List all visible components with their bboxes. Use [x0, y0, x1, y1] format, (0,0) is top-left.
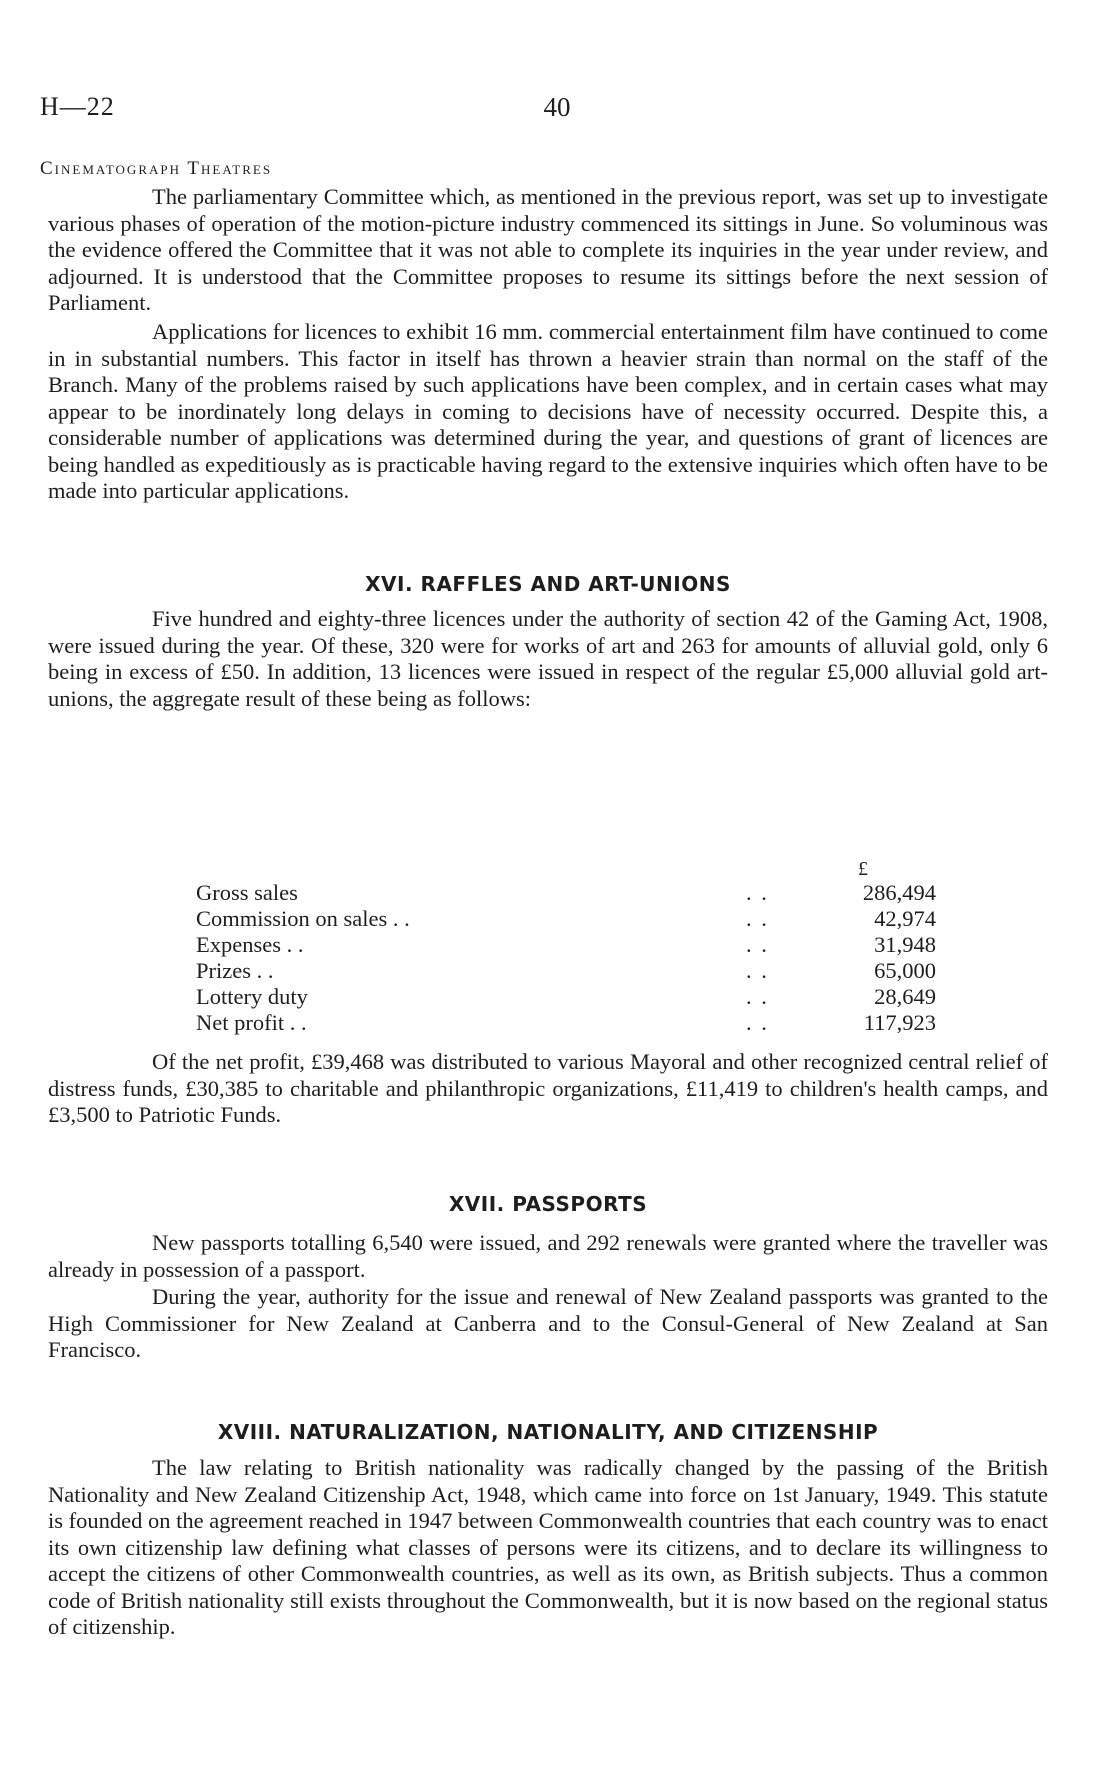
row-value: 28,649 [874, 984, 936, 1009]
leader-dots: . . [746, 1010, 769, 1035]
section-heading-naturalization: XVIII. NATURALIZATION, NATIONALITY, AND CITIZENSHIP [217, 1420, 879, 1444]
table-row [196, 880, 936, 906]
leader-dots: . . [746, 880, 769, 905]
leader-dots: . . [746, 932, 769, 957]
art-union-results-table [196, 880, 936, 1036]
leader-dots: . . [746, 984, 769, 1009]
row-label: Net profit . . [196, 1010, 307, 1035]
row-value: 286,494 [862, 880, 936, 905]
paragraph-raffles-licences: Five hundred and eighty-three licences under the authority of section 42 of the Gaming Act, 1908, were issued during the year. Of these, 320 were for works of art and 263 for amounts of alluvial gold, only 6 being in excess of £50. In addition, 13 licences were issued in respect of the regular £5,000 alluvial gold art-unions, the aggregate result of these being as follows: [48, 606, 1048, 711]
paragraph-nationality-law: The law relating to British nationality was radically changed by the passing of the British Nationality and New Zealand Citizenship Act, 1948, which came into force on 1st January, 1949. This statute is founded on the agreement reached in 1947 between Commonwealth countries that each country was to enact its own citizenship law defining what classes of persons were its citizens, and to declare its willingness to accept the citizens of other Commonwealth countries, as well as its own, as British subjects. Thus a common code of British nationality still exists throughout the Commonwealth, but it is now based on the regional status of citizenship. [48, 1455, 1048, 1639]
row-label: Gross sales [196, 880, 298, 905]
table-row [196, 906, 936, 932]
page-number: 40 [543, 92, 571, 122]
leader-dots: . . [746, 906, 769, 931]
table-row [196, 1010, 936, 1036]
table-row [196, 932, 936, 958]
row-value: 117,923 [863, 1010, 936, 1035]
paragraph-net-profit-distribution: Of the net profit, £39,468 was distributed to various Mayoral and other recognized central relief of distress funds, £30,385 to charitable and philanthropic organizations, £11,419 to children's health camps, and £3,500 to Patriotic Funds. [48, 1049, 1048, 1127]
paragraph-cinema-licences: Applications for licences to exhibit 16 mm. commercial entertainment film have continued to come in in substantial numbers. This factor in itself has thrown a heavier strain than normal on the staff of the Branch. Many of the problems raised by such applications have been complex, and in certain cases what may appear to be inordinately long delays in coming to decisions have of necessity occurred. Despite this, a considerable number of applications was determined during the year, and questions of grant of licences are being handled as expeditiously as is practicable having regard to the extensive inquiries which often have to be made into particular applications. [48, 319, 1048, 503]
paragraph-cinema-committee: The parliamentary Committee which, as mentioned in the previous report, was set up to investigate various phases of operation of the motion-picture industry commenced its sittings in June. So voluminous was the evidence offered the Committee that it was not able to complete its inquiries in the year under review, and adjourned. It is understood that the Committee proposes to resume its sittings before the next session of Parliament. [48, 184, 1048, 315]
page-header [40, 92, 1074, 132]
report-code: H—22 [40, 92, 115, 121]
table-row [196, 958, 936, 984]
paragraph-passports-issued: New passports totalling 6,540 were issued, and 292 renewals were granted where the traveller was already in possession of a passport. [48, 1230, 1048, 1282]
row-value: 65,000 [874, 958, 936, 983]
section-heading-raffles: XVI. RAFFLES AND ART-UNIONS [365, 572, 731, 596]
leader-dots: . . [746, 958, 769, 983]
paragraph-passports-authority: During the year, authority for the issue and renewal of New Zealand passports was granted to the High Commissioner for New Zealand at Canberra and to the Consul-General of New Zealand at San Francisco. [48, 1284, 1048, 1362]
row-label: Commission on sales . . [196, 906, 410, 931]
subsection-title-cinematograph: Cinematograph Theatres [40, 158, 273, 179]
row-label: Lottery duty [196, 984, 308, 1009]
currency-symbol: £ [858, 858, 868, 880]
row-value: 31,948 [874, 932, 936, 957]
row-value: 42,974 [874, 906, 936, 931]
row-label: Expenses . . [196, 932, 304, 957]
table-row [196, 984, 936, 1010]
section-heading-passports: XVII. PASSPORTS [448, 1192, 648, 1216]
row-label: Prizes . . [196, 958, 274, 983]
